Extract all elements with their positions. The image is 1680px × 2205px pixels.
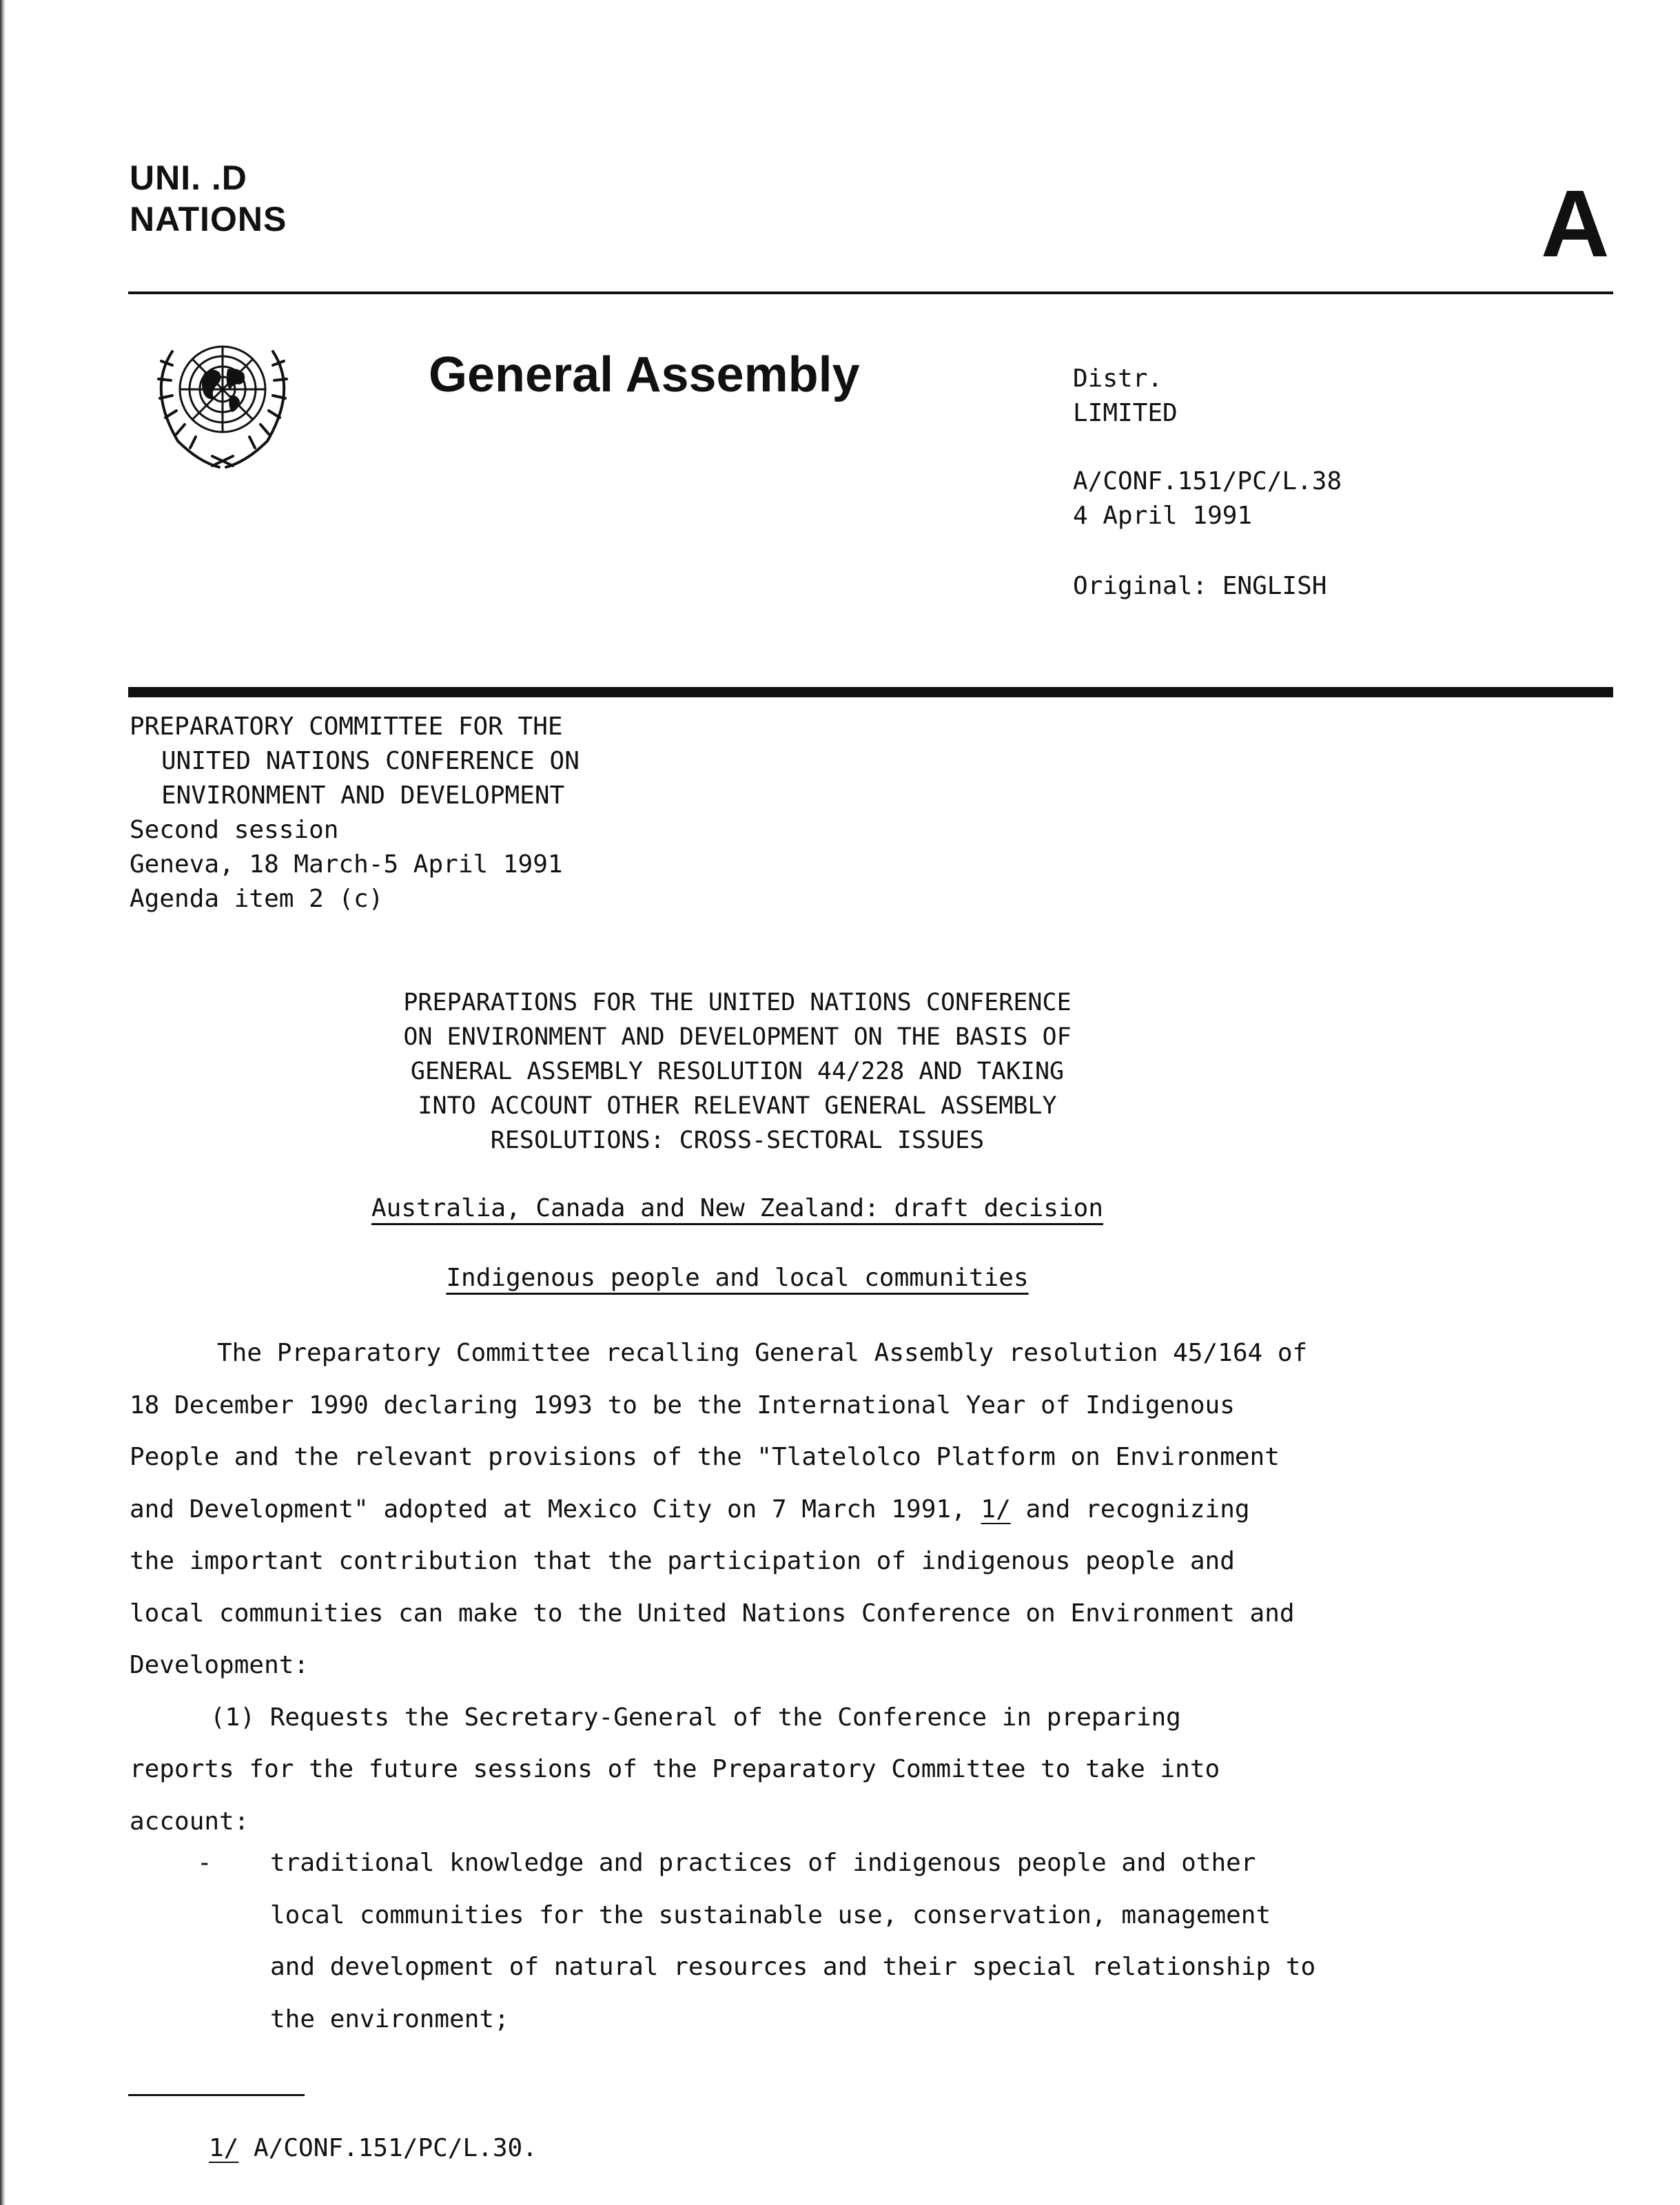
sponsors-text: Australia, Canada and New Zealand: draft decision	[371, 1194, 1104, 1222]
preamble-line: 18 December 1990 declaring 1993 to be the International Year of Indigenous	[130, 1391, 1235, 1419]
agenda-line: Agenda item 2 (c)	[130, 885, 384, 913]
bullet-line: traditional knowledge and practices of indigenous people and other	[270, 1849, 1256, 1877]
title-line: ON ENVIRONMENT AND DEVELOPMENT ON THE BASIS OF	[403, 1023, 1072, 1051]
masthead-rule	[128, 687, 1613, 697]
paragraph-1-line: reports for the future sessions of the Preparatory Committee to take into	[130, 1755, 1220, 1783]
footnote-marker: 1/	[209, 2134, 239, 2162]
preamble-line	[130, 1484, 1307, 1536]
preamble-line-text: and Development" adopted at Mexico City on 7 March 1991,	[130, 1495, 981, 1524]
organization-name	[130, 157, 287, 240]
title-line: RESOLUTIONS: CROSS-SECTORAL ISSUES	[490, 1127, 985, 1154]
footnote-reference: 1/	[981, 1495, 1011, 1524]
title-line: PREPARATIONS FOR THE UNITED NATIONS CONFERENCE	[403, 989, 1072, 1016]
title-line: GENERAL ASSEMBLY RESOLUTION 44/228 AND TAKING	[410, 1058, 1065, 1085]
distr-value: LIMITED	[1073, 399, 1178, 427]
distr-label: Distr.	[1073, 365, 1163, 393]
bullet-line: and development of natural resources and their special relationship to	[270, 1953, 1316, 1981]
bullet-line: the environment;	[270, 2004, 509, 2033]
organ-title: General Assembly	[429, 347, 860, 402]
paragraph-1-line: (1) Requests the Secretary-General of the Conference in preparing	[210, 1703, 1181, 1732]
symbol-date-block	[1073, 464, 1342, 533]
header-rule	[128, 291, 1613, 294]
document-series-letter: A	[1541, 171, 1610, 277]
org-line-1: UNI. .D	[130, 158, 247, 197]
scan-edge	[0, 0, 6, 2205]
preamble-line: Development:	[130, 1651, 309, 1679]
committee-block	[130, 710, 580, 916]
topic-heading	[262, 1261, 1213, 1295]
original-language: Original: ENGLISH	[1073, 572, 1327, 600]
committee-line: UNITED NATIONS CONFERENCE ON	[161, 747, 580, 775]
distribution-block	[1073, 362, 1178, 431]
topic-text: Indigenous people and local communities	[446, 1264, 1029, 1292]
preamble-line: People and the relevant provisions of the "Tlatelolco Platform on Environment	[130, 1443, 1280, 1471]
un-emblem-icon	[136, 324, 309, 475]
bullet-dash: -	[197, 1849, 212, 1877]
footnote	[209, 2131, 537, 2166]
paragraph-1-line: account:	[130, 1807, 249, 1836]
document-date: 4 April 1991	[1073, 502, 1253, 530]
document-title	[262, 985, 1213, 1158]
document-symbol: A/CONF.151/PC/L.38	[1073, 467, 1342, 495]
committee-line: PREPARATORY COMMITTEE FOR THE	[130, 712, 563, 741]
footnote-text: A/CONF.151/PC/L.30.	[238, 2134, 537, 2162]
session-line: Second session	[130, 816, 339, 844]
decision-body	[130, 1327, 1307, 1847]
preamble-line-tail: and recognizing	[1010, 1495, 1250, 1524]
sponsors-heading	[262, 1191, 1213, 1226]
venue-line: Geneva, 18 March-5 April 1991	[130, 850, 563, 879]
preamble-line: local communities can make to the United Nations Conference on Environment and	[130, 1599, 1295, 1628]
bullet-item	[130, 1837, 1315, 2045]
bullet-line: local communities for the sustainable use, conservation, management	[270, 1900, 1271, 1929]
title-line: INTO ACCOUNT OTHER RELEVANT GENERAL ASSEMBLY	[418, 1092, 1057, 1120]
preamble-line: The Preparatory Committee recalling General Assembly resolution 45/164 of	[217, 1339, 1308, 1367]
org-line-2: NATIONS	[130, 200, 287, 238]
preamble-line: the important contribution that the participation of indigenous people and	[130, 1547, 1235, 1575]
committee-line: ENVIRONMENT AND DEVELOPMENT	[161, 781, 565, 810]
footnote-rule	[128, 2094, 305, 2096]
